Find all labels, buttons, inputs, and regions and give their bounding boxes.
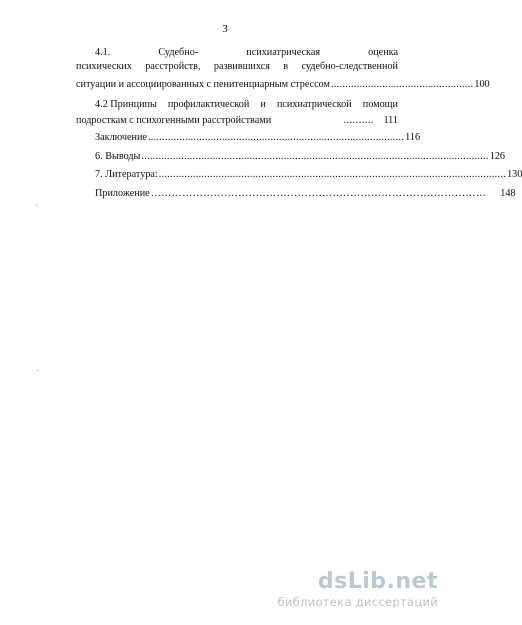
dot-leader: .......... xyxy=(343,115,374,126)
title-word: судебно-следственной xyxy=(301,61,398,72)
entry-title: 7. Литература: xyxy=(95,169,158,180)
title-word: в xyxy=(283,61,289,72)
page-ref: 111 xyxy=(383,115,398,126)
entry-title: Заключение xyxy=(95,132,147,143)
dot-leader: …………………………………………………………………………………… xyxy=(150,188,487,199)
title-word: оценка xyxy=(368,47,398,58)
toc-entry-4-1-line-1 xyxy=(95,46,398,59)
watermark-logo: dsLib.net xyxy=(317,569,438,594)
title-word: профилактической xyxy=(167,99,250,110)
entry-title: подросткам с психогенными расстройствами xyxy=(76,115,272,126)
toc-entry-4-2-line-2 xyxy=(76,114,398,127)
section-number: 4.1. xyxy=(95,47,111,58)
scan-speck xyxy=(36,205,37,206)
title-word: расстройств, xyxy=(145,61,201,72)
title-word: и xyxy=(260,99,266,110)
dot-leader: .......................................................................................................................... xyxy=(158,169,507,180)
watermark-subtitle: библиотека диссертаций xyxy=(277,595,438,609)
title-word: помощи xyxy=(362,99,398,110)
page-ref: 126 xyxy=(489,151,506,162)
page-ref: 116 xyxy=(405,132,421,143)
toc-entry-4-1-line-2 xyxy=(76,60,398,73)
entry-title: ситуации и ассоциированных с пенитенциарным стрессом xyxy=(76,79,331,90)
scan-speck xyxy=(37,370,38,371)
title-word: развившихся xyxy=(213,61,270,72)
toc-entry-literature xyxy=(95,168,522,181)
page-ref: 100 xyxy=(474,79,490,90)
page-ref: 130 xyxy=(507,169,522,180)
toc-entry-4-1-line-3 xyxy=(76,78,490,91)
entry-title: Приложение xyxy=(95,188,150,199)
toc-entry-4-2-line-1 xyxy=(95,98,398,111)
title-word: психиатрической xyxy=(276,99,352,110)
toc-entry-conclusion xyxy=(95,131,421,144)
page-ref: 148 xyxy=(500,188,516,199)
title-word: психических xyxy=(76,61,132,72)
dot-leader: .......................................................................................................................... xyxy=(141,151,489,162)
dot-leader: .................................................. xyxy=(331,79,474,90)
entry-title: 6. Выводы xyxy=(95,151,141,162)
watermark xyxy=(277,569,438,609)
page-number: 3 xyxy=(222,23,228,35)
title-word: Судебно- xyxy=(158,47,199,58)
toc-entry-appendix xyxy=(95,187,516,200)
title-word: 4.2 Принципы xyxy=(95,99,157,110)
toc-entry-findings xyxy=(95,150,506,163)
title-word: психиатрическая xyxy=(246,47,321,58)
dot-leader: .......................................................................................... xyxy=(147,132,405,143)
